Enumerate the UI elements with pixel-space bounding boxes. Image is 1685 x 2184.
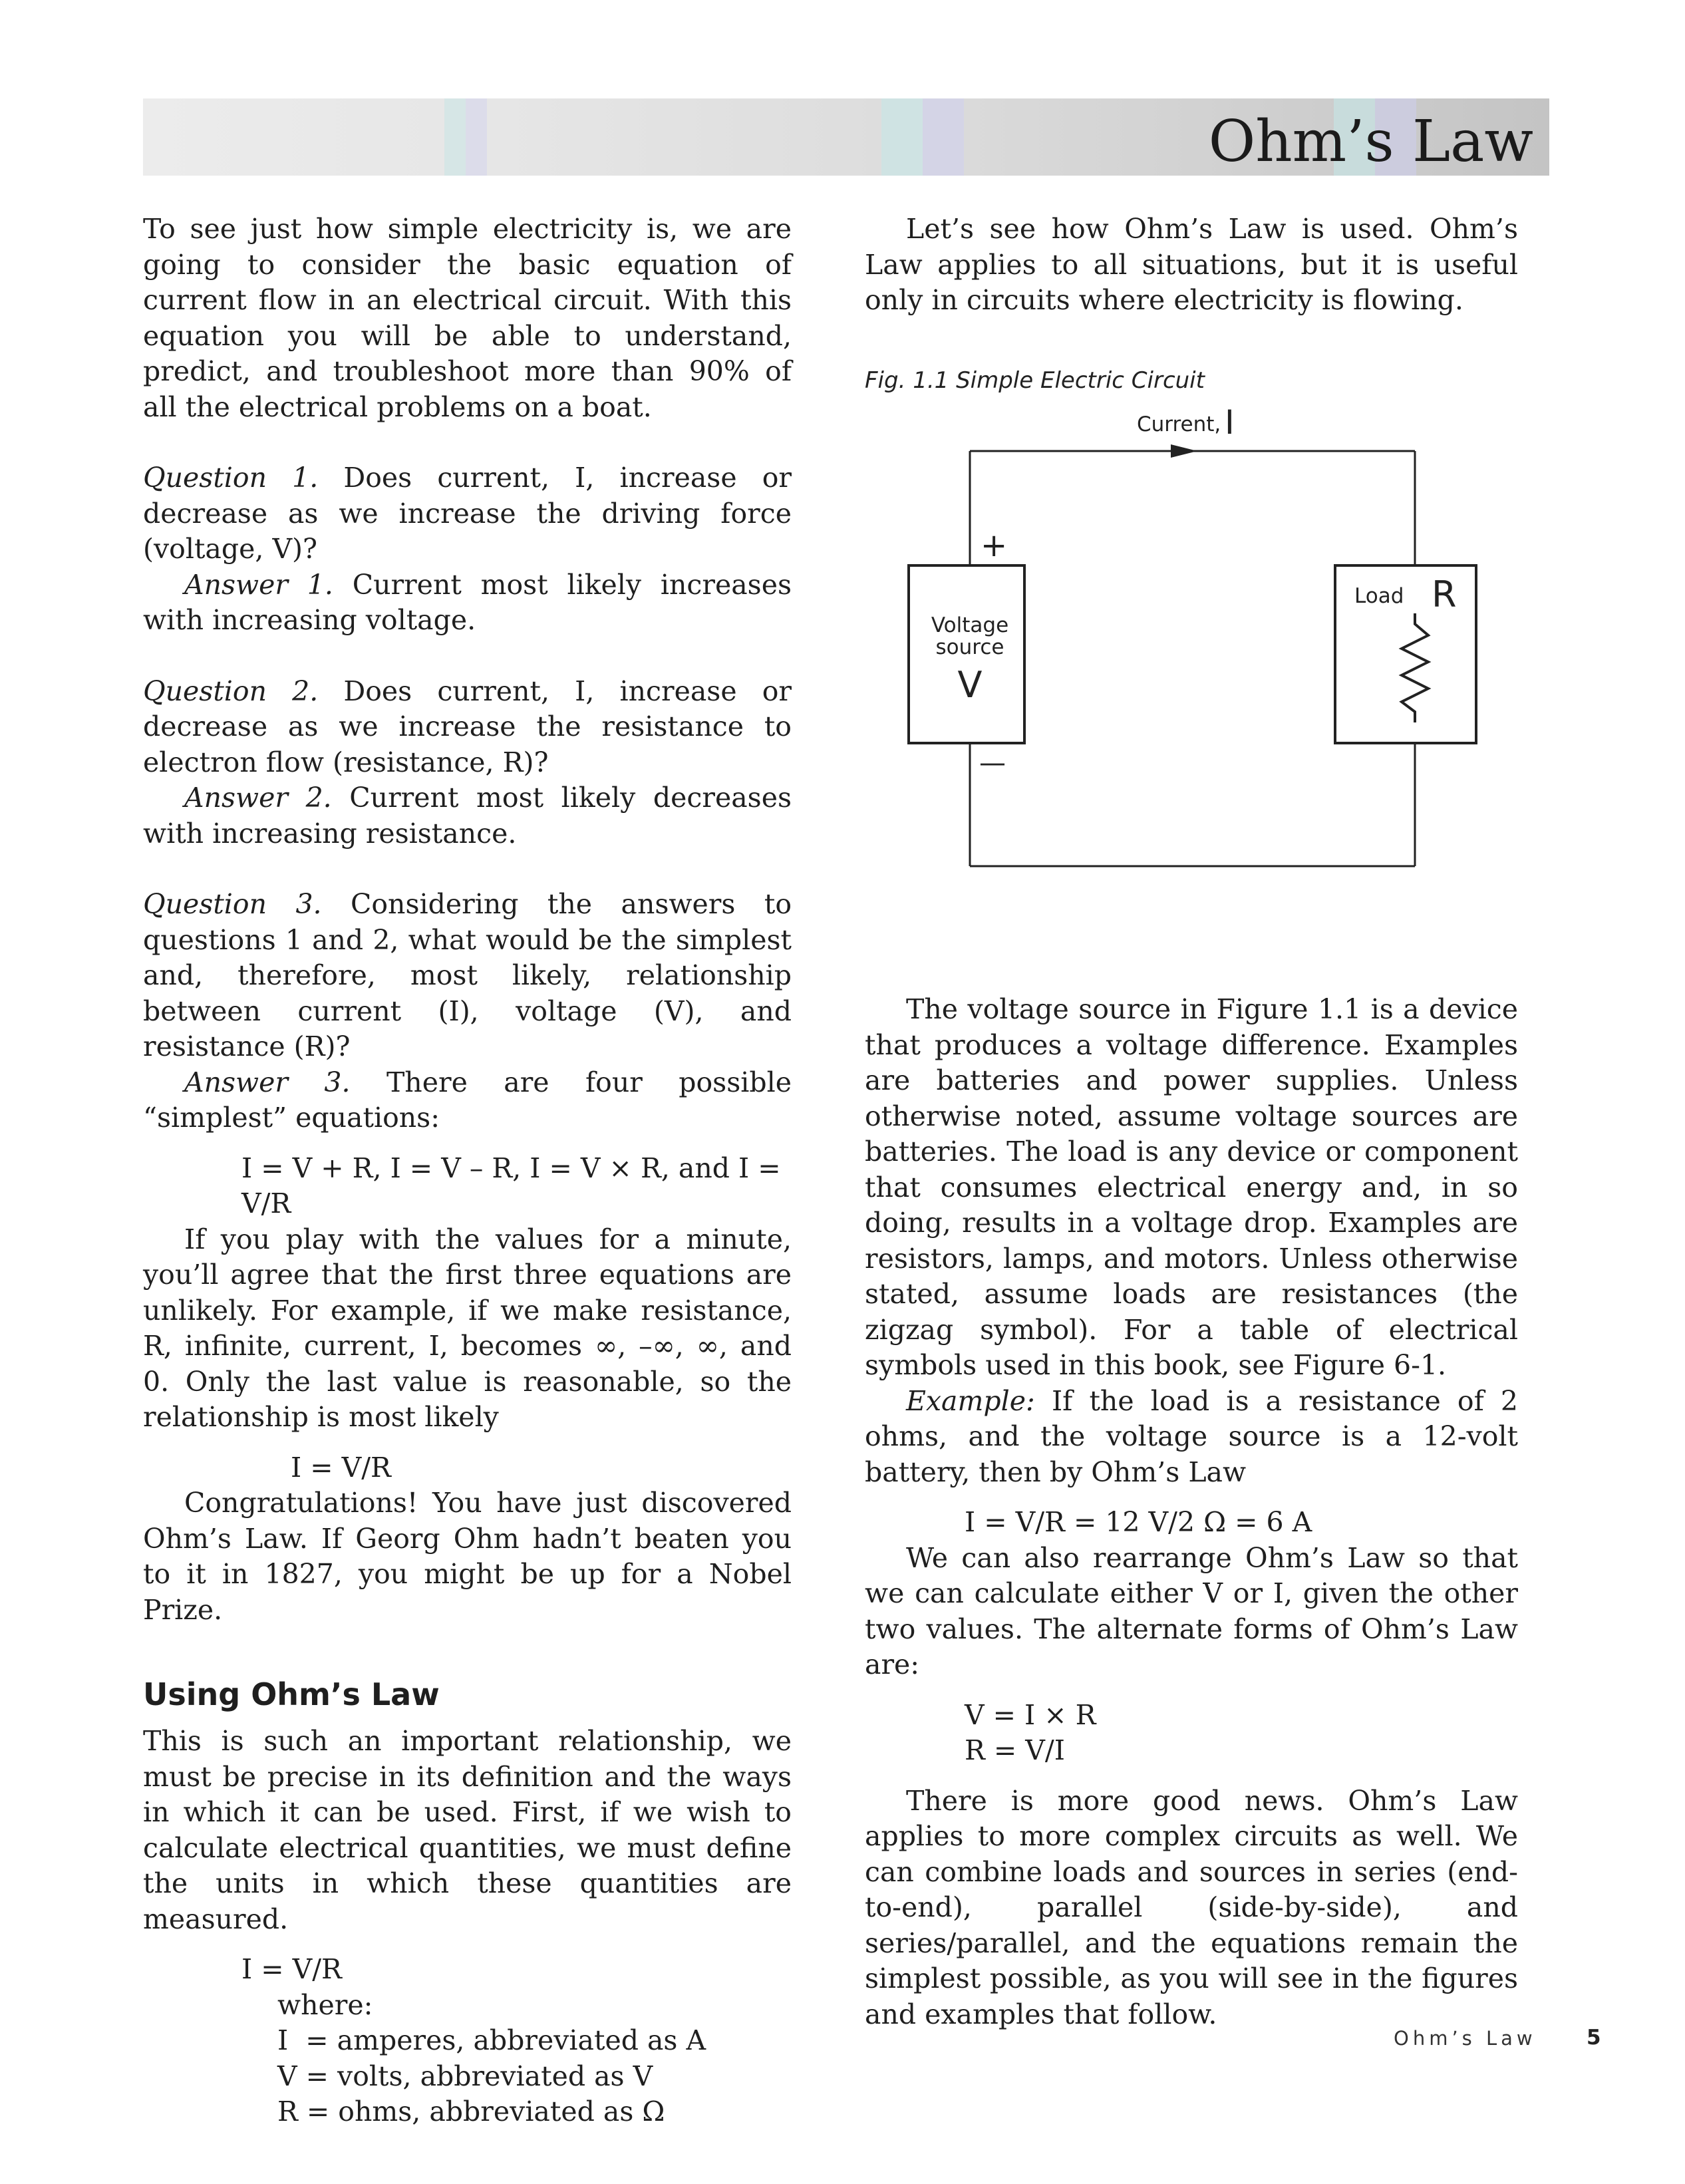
question-text: Does current, I, increase or decrease as we increase the driving force (voltage, V)? bbox=[143, 462, 792, 565]
band-stripe bbox=[466, 98, 487, 176]
load-label: Load bbox=[1354, 584, 1404, 608]
answer-text: Current most likely increases with increasing voltage. bbox=[143, 568, 792, 636]
alternate-form-v: V = I × R bbox=[965, 1698, 1096, 1731]
plus-sign: + bbox=[981, 527, 1008, 564]
question-2 bbox=[143, 674, 792, 781]
resistor-zigzag bbox=[1402, 613, 1428, 722]
answer-text: Current most likely decreases with increasing resistance. bbox=[143, 782, 792, 850]
voltage-source-paragraph: The voltage source in Figure 1.1 is a device that produces a voltage difference. Examples are batteries and power supplies. Unless otherwise noted, assume voltage sources are batteries. The load is any device or component that consumes electrical energy and, in so doing, results in a voltage drop. Examples are resistors, lamps, and motors. Unless otherwise stated, assume loads are resistances (the zigzag symbol). For a table of electrical symbols used in this book, see Figure 6-1. bbox=[865, 993, 1518, 1381]
page-number: 5 bbox=[1587, 2026, 1601, 2050]
example-equation: I = V/R = 12 V/2 Ω = 6 A bbox=[965, 1506, 1312, 1538]
footer-label: Ohm’s Law bbox=[1394, 2027, 1537, 2050]
definition-equation: I = V/R bbox=[241, 1953, 342, 1985]
definition-volts: V = volts, abbreviated as V bbox=[277, 2060, 653, 2092]
example-label: Example: bbox=[906, 1384, 1035, 1417]
congrats-paragraph: Congratulations! You have just discovered Ohm’s Law. If Georg Ohm hadn’t beaten you to it in 1827, you might be up for a Nobel Prize. bbox=[143, 1487, 792, 1626]
left-column bbox=[143, 212, 792, 2130]
right-intro-paragraph: Let’s see how Ohm’s Law is used. Ohm’s Law applies to all situations, but it is useful only in circuits where electricity is flowing. bbox=[865, 213, 1518, 316]
question-text: Does current, I, increase or decrease as we increase the resistance to electron flow (resistance, R)? bbox=[143, 675, 792, 778]
band-stripe bbox=[923, 98, 964, 176]
equation-ohms-law: I = V/R bbox=[291, 1451, 391, 1483]
definition-where: where: bbox=[277, 1988, 373, 2021]
source-label-line2: source bbox=[935, 635, 1004, 659]
equation-four-forms: I = V + R, I = V – R, I = V × R, and I = V/R bbox=[241, 1152, 781, 1219]
current-label: Current, bbox=[1137, 412, 1221, 436]
section-heading: Using Ohm’s Law bbox=[143, 1676, 440, 1712]
answer-2 bbox=[143, 780, 792, 852]
play-paragraph: If you play with the values for a minute, you’ll agree that the first three equations are unlikely. For example, if we make resistance, R, infinite, current, I, becomes ∞, –∞, ∞, and 0. Only the last value is reasonable, so the relationship is most likely bbox=[143, 1223, 792, 1433]
definition-amperes: I = amperes, abbreviated as A bbox=[277, 2024, 706, 2056]
source-symbol: V bbox=[957, 664, 983, 706]
alternate-form-r: R = V/I bbox=[965, 1734, 1065, 1766]
using-paragraph: This is such an important relationship, we must be precise in its definition and the ways in which it can be used. First, if we wish to calculate electrical quantities, we must define the units in which these quantities are measured. bbox=[143, 1725, 792, 1935]
current-arrow-icon bbox=[1171, 444, 1197, 458]
question-label: Question 1. bbox=[143, 462, 319, 494]
example-paragraph bbox=[865, 1384, 1518, 1491]
source-label-line1: Voltage bbox=[931, 613, 1009, 637]
page-title: Ohm’s Law bbox=[1208, 108, 1533, 175]
minus-sign: — bbox=[979, 748, 1006, 778]
circuit-diagram bbox=[865, 399, 1503, 878]
header-band bbox=[143, 98, 1549, 176]
load-symbol: R bbox=[1432, 573, 1457, 615]
right-column-bottom bbox=[865, 992, 1518, 2032]
answer-1 bbox=[143, 567, 792, 639]
current-symbol: I bbox=[1225, 403, 1235, 442]
figure-caption: Fig. 1.1 Simple Electric Circuit bbox=[865, 367, 1205, 394]
question-label: Question 3. bbox=[143, 888, 322, 920]
question-1 bbox=[143, 460, 792, 567]
answer-3 bbox=[143, 1065, 792, 1136]
example-text: If the load is a resistance of 2 ohms, and the voltage source is a 12-volt battery, then by Ohm’s Law bbox=[865, 1384, 1518, 1488]
answer-label: Answer 3. bbox=[184, 1066, 351, 1098]
question-3 bbox=[143, 887, 792, 1065]
rearrange-paragraph: We can also rearrange Ohm’s Law so that we can calculate either V or I, given the other two values. The alternate forms of Ohm’s Law are: bbox=[865, 1541, 1518, 1680]
answer-label: Answer 1. bbox=[184, 568, 333, 601]
intro-paragraph: To see just how simple electricity is, we are going to consider the basic equation of current flow in an electrical circuit. With this equation you will be able to understand, predict, and troubleshoot more than 90% of all the electrical problems on a boat. bbox=[143, 213, 792, 423]
alternate-forms bbox=[865, 1698, 1518, 1769]
answer-text: There are four possible “simplest” equations: bbox=[143, 1066, 792, 1134]
definition-ohms: R = ohms, abbreviated as Ω bbox=[277, 2096, 665, 2127]
question-text: Considering the answers to questions 1 and 2, what would be the simplest and, therefore, most likely, relationship between current (I), voltage (V), and resistance (R)? bbox=[143, 888, 792, 1062]
answer-label: Answer 2. bbox=[184, 782, 332, 814]
right-column-top bbox=[865, 212, 1518, 319]
band-stripe bbox=[881, 98, 923, 176]
question-label: Question 2. bbox=[143, 675, 319, 707]
more-news-paragraph: There is more good news. Ohm’s Law applies to more complex circuits as well. We can combine loads and sources in series (end-to-end), parallel (side-by-side), and series/parallel, and the equations remain the simplest possible, as you will see in the figures and examples that follow. bbox=[865, 1784, 1518, 2030]
definition-block bbox=[143, 1952, 792, 2130]
band-stripe bbox=[444, 98, 466, 176]
